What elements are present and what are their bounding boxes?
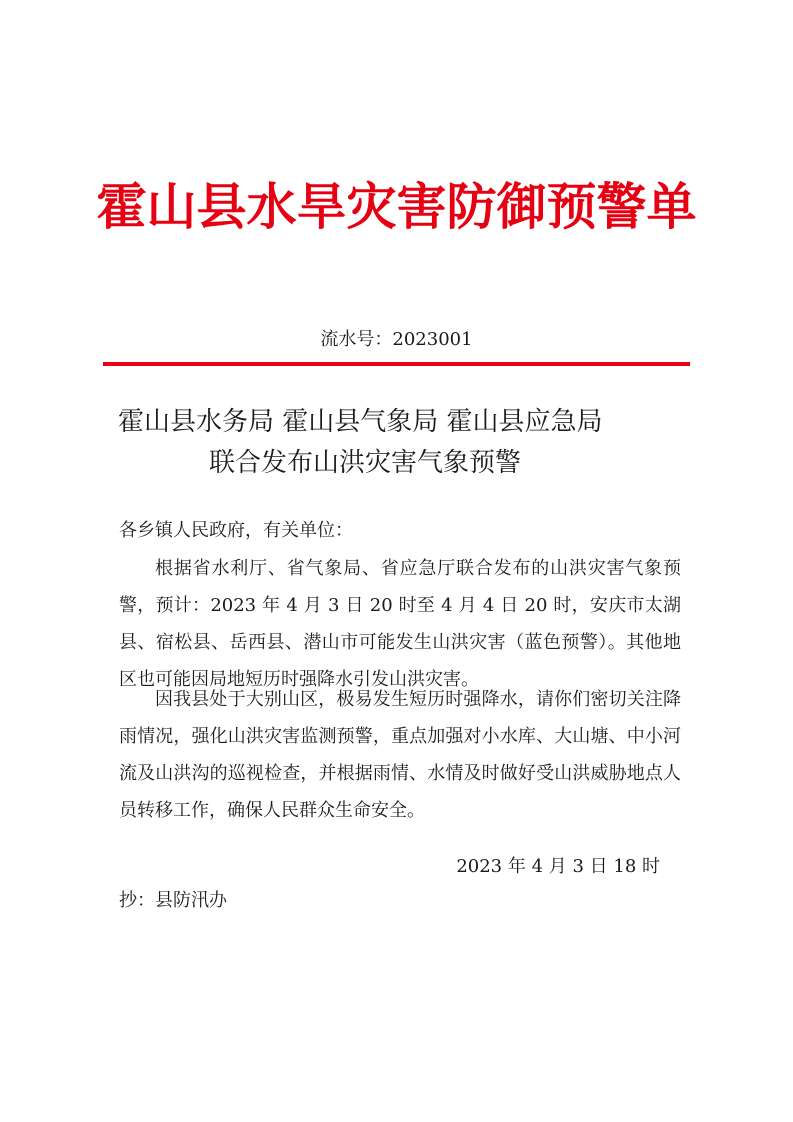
document-title: 霍山县水旱灾害防御预警单 — [96, 178, 697, 236]
issue-date: 2023 年 4 月 3 日 18 时 — [456, 856, 660, 877]
red-divider-rule — [103, 362, 690, 366]
body-paragraph-forecast: 根据省水利厅、省气象局、省应急厅联合发布的山洪灾害气象预警，预计：2023 年 4 月 3 日 20 时至 4 月 4 日 20 时，安庆市太湖县、宿松县、岳西县、潜山市可能发生山洪灾害（蓝色预警）。其他地区也可能因局地短历时强降水引发山洪灾害。 — [119, 558, 681, 690]
carbon-copy-line: 抄：县防汛办 — [119, 890, 227, 911]
salutation: 各乡镇人民政府，有关单位： — [119, 520, 353, 541]
issuing-agencies-heading: 霍山县水务局 霍山县气象局 霍山县应急局 — [118, 407, 603, 437]
body-paragraph-instructions: 因我县处于大别山区，极易发生短历时强降水，请你们密切关注降雨情况，强化山洪灾害监测预警，重点加强对小水库、大山塘、中小河流及山洪沟的巡视检查，并根据雨情、水情及时做好受山洪威胁地点人员转移工作，确保人民群众生命安全。 — [119, 689, 681, 821]
serial-number: 流水号：2023001 — [320, 329, 473, 350]
warning-subject-heading: 联合发布山洪灾害气象预警 — [209, 448, 522, 478]
